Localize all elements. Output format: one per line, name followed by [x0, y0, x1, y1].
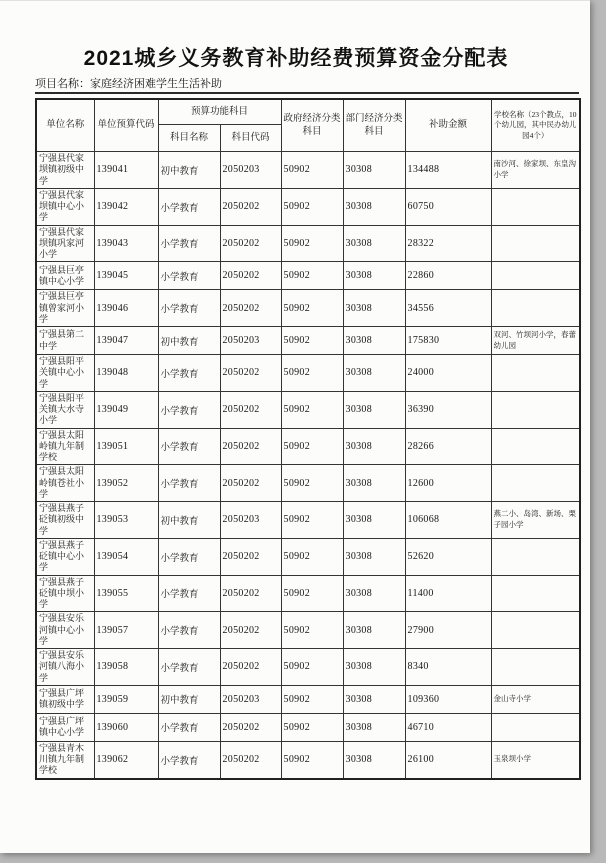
table-row — [36, 290, 580, 327]
cell-amount: 28266 — [405, 428, 491, 465]
cell-amount: 12600 — [405, 465, 491, 502]
cell-subject-name: 小学教育 — [158, 575, 220, 612]
cell-dept-econ-class: 30308 — [343, 225, 405, 262]
cell-gov-econ-class: 50902 — [281, 575, 343, 612]
cell-unit-budget-code: 139058 — [94, 649, 158, 686]
cell-amount: 175830 — [405, 327, 491, 355]
table-row — [36, 188, 580, 225]
cell-unit-name: 宁强县燕子砭镇中坝小学 — [36, 575, 94, 612]
cell-unit-budget-code: 139048 — [94, 355, 158, 392]
cell-gov-econ-class: 50902 — [281, 612, 343, 649]
cell-subject-code: 2050202 — [220, 575, 281, 612]
table-row — [36, 713, 580, 741]
cell-subject-name: 小学教育 — [158, 538, 220, 575]
table-header — [36, 99, 580, 152]
table-row — [36, 428, 580, 465]
cell-dept-econ-class: 30308 — [343, 685, 405, 713]
cell-dept-econ-class: 30308 — [343, 188, 405, 225]
cell-unit-name: 宁强县巨亭镇中心小学 — [36, 262, 94, 290]
cell-subject-code: 2050202 — [220, 649, 281, 686]
table-row — [36, 262, 580, 290]
cell-gov-econ-class: 50902 — [281, 327, 343, 355]
cell-unit-name: 宁强县安乐河镇中心小学 — [36, 612, 94, 649]
table-row — [36, 327, 580, 355]
cell-subject-code: 2050202 — [220, 391, 281, 428]
cell-amount: 24000 — [405, 355, 491, 392]
cell-school-names — [491, 713, 580, 741]
col-header-budget-function-group: 预算功能科目 — [158, 99, 281, 125]
col-header-subject-code: 科目代码 — [220, 125, 281, 152]
cell-gov-econ-class: 50902 — [281, 502, 343, 539]
table-row — [36, 225, 580, 262]
cell-gov-econ-class: 50902 — [281, 290, 343, 327]
cell-dept-econ-class: 30308 — [343, 465, 405, 502]
cell-unit-budget-code: 139041 — [94, 152, 158, 189]
cell-unit-budget-code: 139049 — [94, 391, 158, 428]
cell-school-names — [491, 262, 580, 290]
cell-subject-name: 小学教育 — [158, 428, 220, 465]
cell-gov-econ-class: 50902 — [281, 188, 343, 225]
cell-dept-econ-class: 30308 — [343, 741, 405, 778]
col-header-amount: 补助金额 — [405, 99, 491, 152]
table-row — [36, 538, 580, 575]
table-row — [36, 502, 580, 539]
cell-gov-econ-class: 50902 — [281, 355, 343, 392]
table-row — [36, 465, 580, 502]
cell-subject-code: 2050202 — [220, 290, 281, 327]
cell-unit-name: 宁强县代家坝镇巩家河小学 — [36, 225, 94, 262]
cell-amount: 134488 — [405, 152, 491, 189]
cell-dept-econ-class: 30308 — [343, 327, 405, 355]
cell-subject-name: 小学教育 — [158, 713, 220, 741]
cell-subject-name: 小学教育 — [158, 612, 220, 649]
cell-unit-budget-code: 139059 — [94, 685, 158, 713]
cell-subject-code: 2050203 — [220, 327, 281, 355]
cell-dept-econ-class: 30308 — [343, 502, 405, 539]
cell-dept-econ-class: 30308 — [343, 612, 405, 649]
cell-amount: 52620 — [405, 538, 491, 575]
cell-unit-name: 宁强县广坪镇中心小学 — [36, 713, 94, 741]
cell-gov-econ-class: 50902 — [281, 685, 343, 713]
table-row — [36, 685, 580, 713]
cell-school-names: 燕二小、岛湾、新场、栗子园小学 — [491, 502, 580, 539]
cell-unit-name: 宁强县阳平关镇中心小学 — [36, 355, 94, 392]
table-row — [36, 152, 580, 189]
cell-amount: 106068 — [405, 502, 491, 539]
cell-unit-budget-code: 139045 — [94, 262, 158, 290]
cell-school-names — [491, 428, 580, 465]
cell-unit-name: 宁强县第二中学 — [36, 327, 94, 355]
cell-subject-code: 2050202 — [220, 355, 281, 392]
header-row-top — [36, 99, 580, 125]
cell-unit-budget-code: 139057 — [94, 612, 158, 649]
cell-subject-name: 初中教育 — [158, 502, 220, 539]
table-body — [36, 152, 580, 779]
cell-amount: 27900 — [405, 612, 491, 649]
cell-subject-name: 小学教育 — [158, 225, 220, 262]
cell-unit-budget-code: 139062 — [94, 741, 158, 778]
cell-amount: 22860 — [405, 262, 491, 290]
cell-unit-budget-code: 139042 — [94, 188, 158, 225]
cell-unit-name: 宁强县广坪镇初级中学 — [36, 685, 94, 713]
cell-gov-econ-class: 50902 — [281, 713, 343, 741]
cell-subject-name: 小学教育 — [158, 188, 220, 225]
cell-unit-budget-code: 139051 — [94, 428, 158, 465]
cell-subject-code: 2050202 — [220, 713, 281, 741]
cell-unit-budget-code: 139053 — [94, 502, 158, 539]
cell-subject-code: 2050203 — [220, 152, 281, 189]
cell-amount: 36390 — [405, 391, 491, 428]
cell-school-names — [491, 225, 580, 262]
cell-unit-budget-code: 139060 — [94, 713, 158, 741]
cell-subject-code: 2050202 — [220, 465, 281, 502]
cell-unit-name: 宁强县代家坝镇中心小学 — [36, 188, 94, 225]
cell-unit-name: 宁强县太阳岭镇苍社小学 — [36, 465, 94, 502]
cell-subject-name: 初中教育 — [158, 327, 220, 355]
page-title: 2021城乡义务教育补助经费预算资金分配表 — [83, 47, 509, 70]
cell-gov-econ-class: 50902 — [281, 391, 343, 428]
cell-amount: 46710 — [405, 713, 491, 741]
cell-dept-econ-class: 30308 — [343, 355, 405, 392]
cell-unit-name: 宁强县燕子砭镇中心小学 — [36, 538, 94, 575]
cell-amount: 60750 — [405, 188, 491, 225]
cell-unit-budget-code: 139047 — [94, 327, 158, 355]
cell-amount: 8340 — [405, 649, 491, 686]
cell-subject-code: 2050203 — [220, 685, 281, 713]
cell-dept-econ-class: 30308 — [343, 649, 405, 686]
cell-school-names — [491, 391, 580, 428]
cell-subject-name: 小学教育 — [158, 355, 220, 392]
cell-subject-name: 小学教育 — [158, 262, 220, 290]
cell-school-names: 双河、竹坝河小学，春蕾幼儿园 — [491, 327, 580, 355]
col-header-dept-econ-class: 部门经济分类科目 — [343, 99, 405, 152]
cell-school-names — [491, 290, 580, 327]
cell-subject-code: 2050203 — [220, 502, 281, 539]
cell-subject-code: 2050202 — [220, 538, 281, 575]
cell-subject-name: 小学教育 — [158, 391, 220, 428]
col-header-unit-name: 单位名称 — [36, 99, 94, 152]
cell-dept-econ-class: 30308 — [343, 262, 405, 290]
cell-subject-code: 2050202 — [220, 262, 281, 290]
cell-school-names: 南沙河、徐家坝、东皇沟小学 — [491, 152, 580, 189]
cell-dept-econ-class: 30308 — [343, 428, 405, 465]
cell-unit-name: 宁强县燕子砭镇初级中学 — [36, 502, 94, 539]
col-header-gov-econ-class: 政府经济分类科目 — [281, 99, 343, 152]
cell-school-names: 金山寺小学 — [491, 685, 580, 713]
cell-dept-econ-class: 30308 — [343, 538, 405, 575]
cell-school-names: 玉泉坝小学 — [491, 741, 580, 778]
cell-school-names — [491, 355, 580, 392]
cell-subject-code: 2050202 — [220, 225, 281, 262]
cell-school-names — [491, 465, 580, 502]
cell-subject-name: 小学教育 — [158, 290, 220, 327]
table-row — [36, 649, 580, 686]
cell-subject-code: 2050202 — [220, 741, 281, 778]
cell-gov-econ-class: 50902 — [281, 262, 343, 290]
cell-gov-econ-class: 50902 — [281, 538, 343, 575]
cell-gov-econ-class: 50902 — [281, 152, 343, 189]
cell-amount: 28322 — [405, 225, 491, 262]
table-row — [36, 575, 580, 612]
cell-unit-budget-code: 139052 — [94, 465, 158, 502]
cell-subject-name: 初中教育 — [158, 152, 220, 189]
cell-unit-name: 宁强县阳平关镇大水寺小学 — [36, 391, 94, 428]
cell-subject-name: 小学教育 — [158, 741, 220, 778]
cell-gov-econ-class: 50902 — [281, 649, 343, 686]
cell-dept-econ-class: 30308 — [343, 290, 405, 327]
cell-dept-econ-class: 30308 — [343, 713, 405, 741]
table-row — [36, 391, 580, 428]
cell-unit-budget-code: 139043 — [94, 225, 158, 262]
cell-unit-budget-code: 139054 — [94, 538, 158, 575]
table-row — [36, 355, 580, 392]
cell-school-names — [491, 538, 580, 575]
cell-subject-code: 2050202 — [220, 188, 281, 225]
cell-gov-econ-class: 50902 — [281, 741, 343, 778]
cell-dept-econ-class: 30308 — [343, 575, 405, 612]
cell-unit-name: 宁强县安乐河镇八海小学 — [36, 649, 94, 686]
cell-subject-code: 2050202 — [220, 428, 281, 465]
cell-school-names — [491, 612, 580, 649]
cell-amount: 109360 — [405, 685, 491, 713]
project-label: 项目名称： — [35, 78, 90, 90]
table-row — [36, 612, 580, 649]
cell-dept-econ-class: 30308 — [343, 152, 405, 189]
cell-unit-name: 宁强县青木川镇九年制学校 — [36, 741, 94, 778]
cell-subject-name: 初中教育 — [158, 685, 220, 713]
col-header-school-names: 学校名称（23个教点，10个幼儿园，其中民办幼儿园4个） — [491, 99, 580, 152]
cell-school-names — [491, 649, 580, 686]
cell-amount: 11400 — [405, 575, 491, 612]
cell-amount: 26100 — [405, 741, 491, 778]
table-row — [36, 741, 580, 778]
cell-unit-budget-code: 139046 — [94, 290, 158, 327]
cell-school-names — [491, 575, 580, 612]
cell-unit-name: 宁强县太阳岭镇九年制学校 — [36, 428, 94, 465]
cell-gov-econ-class: 50902 — [281, 465, 343, 502]
cell-gov-econ-class: 50902 — [281, 225, 343, 262]
cell-school-names — [491, 188, 580, 225]
allocation-table — [35, 98, 581, 780]
cell-unit-budget-code: 139055 — [94, 575, 158, 612]
cell-unit-name: 宁强县代家坝镇初级中学 — [36, 152, 94, 189]
cell-subject-code: 2050202 — [220, 612, 281, 649]
col-header-unit-budget-code: 单位预算代码 — [94, 99, 158, 152]
cell-unit-name: 宁强县巨亭镇曾家河小学 — [36, 290, 94, 327]
project-name-line — [35, 75, 579, 94]
cell-subject-name: 小学教育 — [158, 649, 220, 686]
cell-subject-name: 小学教育 — [158, 465, 220, 502]
cell-gov-econ-class: 50902 — [281, 428, 343, 465]
project-value: 家庭经济困难学生生活补助 — [90, 78, 222, 90]
cell-dept-econ-class: 30308 — [343, 391, 405, 428]
cell-amount: 34556 — [405, 290, 491, 327]
col-header-subject-name: 科目名称 — [158, 125, 220, 152]
